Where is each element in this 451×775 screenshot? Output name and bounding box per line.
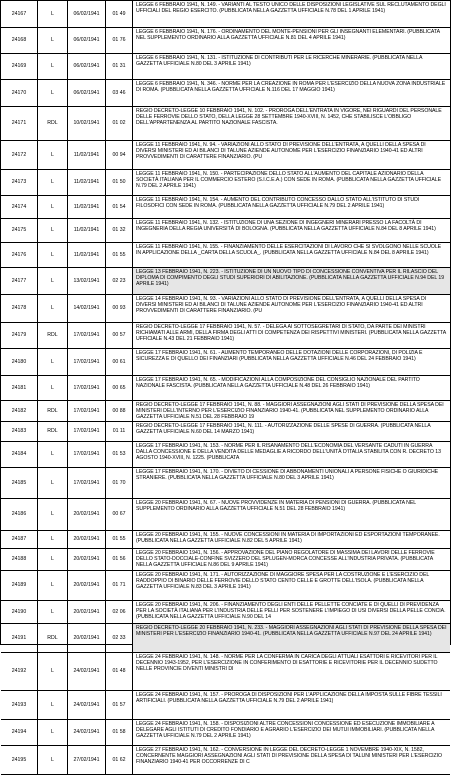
law-page: 00 94 [106,141,133,169]
law-number: 24174 [1,196,38,218]
law-number: 24184 [1,442,38,467]
law-number: 24169 [1,54,38,79]
law-description: REGIO DECRETO-LEGGE 17 FEBBRAIO 1941, N. 88. - MAGGIORI ASSEGNAZIONI AGLI STATI DI PREVISIONE DELLA SPESA DEI MINISTERI DELL'INTERNO PER L'ESERCIZIO FINANZIARIO 1940-41. (PUBBLICATA NEL SUPPLEMENTO ORDINARIO ALLA GAZZETTA UFFICIALE N.51 DEL 28 FEBBRAIO 19 [136,402,444,421]
table-row [1,601,450,624]
law-page: 00 93 [106,295,133,322]
law-number: 24191 [1,624,38,652]
table-row [1,268,450,295]
law-date: 20/02/1941 [68,531,106,548]
law-date: 06/02/1941 [68,54,106,79]
law-date: 06/02/1941 [68,1,106,27]
law-page: 01 57 [106,691,133,719]
law-number: 24185 [1,468,38,498]
law-type: RDL [38,323,68,348]
law-page: 01 71 [106,571,133,600]
table-row [1,468,450,499]
law-type: L [38,720,68,745]
law-page: 01 55 [106,531,133,548]
table-row [1,219,450,243]
law-description: LEGGE 20 FEBBRAIO 1941, N. 155. - NUOVE CONCESSIONI IN MATERIA DI IMPORTAZIONI ED ESPORTAZIONI TEMPORANEE. (PUBBLICATA NELLA GAZZETTA UFFICIALE N.82 DEL 5 APRILE 1941) [136,532,440,545]
law-description: LEGGE 20 FEBBRAIO 1941, N. 171. - AUTORIZZAZIONE DI MAGGIORE SPESA PER LA COSTRUZIONE E L'ESERCIZIO DEL RADDOPPIO DI BINARIO DELLE FERROVIE DELLO STATO CENTO CELLE E GROTTE DELL'ISOLA. (PUBBLICATA NELLA GAZZETTA UFFICIALE N.83 DEL 3 APRILE 1941) [136,572,430,591]
table-row [1,746,450,775]
table-row [1,80,450,107]
law-number: 24190 [1,601,38,623]
law-date: 24/02/1941 [68,691,106,719]
law-type: RDL [38,107,68,140]
law-page: 01 70 [106,468,133,498]
law-type: RDL [38,401,68,421]
law-number: 24188 [1,549,38,570]
law-description: LEGGE 6 FEBBRAIO 1941, N. 176. - ORDINAMENTO DEL MONTE-PENSIONI PER GLI INSEGNANTI ELEMENTARI. (PUBBLICATA NEL SUPPLEMENTO ORDINARIO ALLA GAZZETTA UFFICIALE N.81 DEL 4 APRILE 1941) [136,29,440,42]
law-description: LEGGE 20 FEBBRAIO 1941, N. 156. - APPROVAZIONE DEL PIANO REGOLATORE DI MASSIMA DEI LAVORI DELLE FERROVIE DELLO STATO-DOCCIALE-CONFINE SVIZZERO DEL SPLUGEN-MORCA CONCESSE ALL'INDUSTRIA PRIVATA. (PUBBLICATA NELLA GAZZETTA UFFICIALE N.86 DEL 9 APRILE 1941) [136,550,435,569]
law-description: LEGGE 14 FEBBRAIO 1941, N. 93. - VARIAZIONI ALLO STATO DI PREVISIONE DELL'ENTRATA, A QUELLI DELLA SPESA DI DIVERSI MINISTERI ED AI BILANCI DI TALUNE AZIENDE AUTONOME PER L'ESERCIZIO FINANZIARIO 1940-41 ED ALTRI PROVVEDIMENTI DI CARATTERE FINANZIARIO. (PU [136,296,427,315]
table-row [1,349,450,376]
law-number: 24183 [1,422,38,441]
law-number: 24194 [1,720,38,745]
law-page: 01 62 [106,746,133,774]
law-date: 20/02/1941 [68,499,106,530]
law-date: 27/02/1941 [68,746,106,774]
law-description: REGIO DECRETO-LEGGE 10 FEBBRAIO 1941, N. 102. - PROROGA DELL'ENTRATA IN VIGORE, NEI RIGUARDI DEL PERSONALE DELLE FERROVIE DELLO STATO, DELLA LEGGE 28 SETTEMBRE 1940-XVIII, N. 1452, CHE STABILISCE L'OBBLIGO DELL'APPARTENENZA AL PARTITO NAZIONALE FASCISTA. [136,108,442,127]
law-date: 20/02/1941 [68,549,106,570]
law-type: RDL [38,624,68,652]
law-page: 00 88 [106,401,133,421]
law-description: REGIO DECRETO-LEGGE 20 FEBBRAIO 1941, N. 233. - MAGGIORI ASSEGNAZIONI AGLI STATI DI PREVISIONE DELLA SPESA DEI MINISTERI PER L'ESERCIZIO FINANZIARIO 1940-41. (PUBBLICATA NELLA GAZZETTA UFFICIALE N.97 DEL 24 APRILE 1941) [133,624,450,652]
law-type: L [38,268,68,294]
law-type: L [38,170,68,195]
law-description: LEGGE 6 FEBBRAIO 1941, N. 346. - NORME PER LA CREAZIONE IN ROMA PER L'ESERCIZIO DELLA NUOVA ZONA INDUSTRIALE DI ROMA. (PUBBLICATA NELLA GAZZETTA UFFICIALE N.116 DEL 17 MAGGIO 1941) [136,81,446,94]
table-row [1,28,450,54]
law-date: 24/02/1941 [68,720,106,745]
law-type: L [38,141,68,169]
law-type: L [38,746,68,774]
law-page: 02 06 [106,601,133,623]
law-type: L [38,219,68,242]
law-number: 24186 [1,499,38,530]
law-page: 01 31 [106,54,133,79]
law-date: 17/02/1941 [68,442,106,467]
law-date: 06/02/1941 [68,28,106,53]
law-type: RDL [38,422,68,441]
law-page: 01 49 [106,1,133,27]
law-description: LEGGE 24 FEBBRAIO 1941, N. 157. - PROROGA DI DISPOSIZIONI PER L'APPLICAZIONE DELLA IMPOSTA SULLE FIBRE TESSILI ARTIFICIALI. (PUBBLICATA NELLA GAZZETTA UFFICIALE N.79 DEL 2 APRILE 1941) [136,692,442,705]
law-date: 14/02/1941 [68,295,106,322]
table-row [1,624,450,653]
law-type: L [38,549,68,570]
law-page: 01 53 [106,442,133,467]
law-type: L [38,295,68,322]
law-description: LEGGE 20 FEBBRAIO 1941, N. 67. - NUOVE PROVVIDENZE IN MATERIA DI PENSIONI DI GUERRA. (PUBBLICATA NEL SUPPLEMENTO ORDINARIO ALLA GAZZETTA UFFICIALE N.51 DEL 28 FEBBRAIO 1941) [136,500,416,513]
law-description: LEGGE 24 FEBBRAIO 1941, N. 158. - DISPOSIZIONI ALTRE CONCESSIONI CONCESSIONE ED ESECUZIONE IMMOBILIARE A DELEGARE AGLI ISTITUTI DI CREDITO FONDIARIO E AGRARIO L'ESERCIZIO DEI MUTUI IMMOBILIARI. (PUBBLICATA NELLA GAZZETTA UFFICIALE N.79 DEL 2 APRILE 1941) [136,721,435,740]
law-page: 01 32 [106,219,133,242]
table-row [1,323,450,349]
law-number: 24193 [1,691,38,719]
table-row [1,691,450,720]
law-number: 24195 [1,746,38,774]
law-date: 17/02/1941 [68,422,106,441]
law-page: 00 65 [106,376,133,400]
law-page: 01 56 [106,549,133,570]
table-row [1,376,450,401]
law-number: 24172 [1,141,38,169]
table-row [1,720,450,746]
law-type: L [38,691,68,719]
law-page: 01 50 [106,170,133,195]
law-page: 01 54 [106,196,133,218]
table-row [1,653,450,691]
law-page: 01 48 [106,653,133,690]
law-number: 24180 [1,349,38,375]
law-page: 03 46 [106,80,133,106]
table-row [1,571,450,601]
law-date: 13/02/1941 [68,268,106,294]
law-type: L [38,349,68,375]
law-date: 11/02/1941 [68,243,106,267]
law-number: 24171 [1,107,38,140]
table-row [1,531,450,549]
law-page: 00 67 [106,499,133,530]
table-row [1,499,450,531]
law-description: LEGGE 11 FEBBRAIO 1941, N. 154. - AUMENTO DEL CONTRIBUTO CONCESSO DALLO STATO ALL'ISTITUTO DI STUDI FILOSOFICI CON SEDE IN ROMA. (PUBBLICATA NELLA GAZZETTA UFFICIALE N.79 DEL 2 APRILE 1941) [136,197,420,210]
table-row [1,549,450,571]
law-description: LEGGE 20 FEBBRAIO 1941, N. 206. - FINANZIAMENTO DEGLI ENTI DELLE PELLETTE CONCIATE E DI QUELLI DI PREVIDENZA PER LA SOCIETÀ ITALIANA PER L'INDUSTRIA DELLE PELLI PER SOSTENERE L'IMPIEGO DI USI DIVERSI DELLA PELLE CONCIA. (PUBBLICATA NELLA GAZZETTA UFFICIALE N.90 DEL 14 [136,602,446,621]
law-page: 01 11 [106,422,133,441]
law-number: 24170 [1,80,38,106]
law-type: L [38,1,68,27]
law-number: 24175 [1,219,38,242]
law-number: 24181 [1,376,38,400]
table-row [1,243,450,268]
table-row [1,196,450,219]
law-number: 24173 [1,170,38,195]
law-description: LEGGE 13 FEBBRAIO 1941, N. 223. - ISTITUZIONE DI UN NUOVO TIPO DI CONCESSIONE CONVENTIVA PER IL RILASCIO DEL DIPLOMA DI COMPIMENTO DEGLI STUDI SUPERIORI DI ABILITAZIONE. (PUBBLICATA NELLA GAZZETTA UFFICIALE N.94 DEL 19 APRILE 1941) [133,268,450,294]
law-type: L [38,531,68,548]
law-type: L [38,243,68,267]
law-number: 24176 [1,243,38,267]
law-date: 17/02/1941 [68,376,106,400]
law-type: L [38,499,68,530]
table-row [1,1,450,28]
law-description: LEGGE 6 FEBBRAIO 1941, N. 131. - ISTITUZIONE DI CONTRIBUTI PER LE RICERCHE MINERARIE. (PUBBLICATA NELLA GAZZETTA UFFICIALE N.80 DEL 3 APRILE 1941) [136,55,423,68]
law-number: 24167 [1,1,38,27]
law-type: L [38,653,68,690]
law-number: 24168 [1,28,38,53]
law-page: 00 57 [106,323,133,348]
law-description: LEGGE 17 FEBBRAIO 1941, N. 153. - NORME PER IL RISANAMENTO DELL'ECONOMIA DEL VERSANTE CADUTI IN GUERRA DALLA CONCESSIONE E DELLA VENDITA DELLE MEDAGLIE A RICORDO DELL'UNITÀ D'ITALIA STABILITA CON R. DECRETO 13 AGOSTO 1940-XVIII, N. 1225. (PUBBLICATA [136,443,441,462]
law-description: LEGGE 17 FEBBRAIO 1941, N. 170. - DIVIETO DI CESSIONE DI ABBONAMENTI UNIONALI A PERSONE FISICHE O GIURIDICHE STRANIERE. (PUBBLICATA NELLA GAZZETTA UFFICIALE N.80 DEL 3 APRILE 1941) [136,469,439,482]
law-page: 01 76 [106,28,133,53]
law-number: 24179 [1,323,38,348]
law-type: L [38,80,68,106]
law-date: 17/02/1941 [68,401,106,421]
law-number: 24182 [1,401,38,421]
law-type: L [38,468,68,498]
law-page: 01 55 [106,243,133,267]
law-date: 17/02/1941 [68,323,106,348]
law-page: 02 33 [106,624,133,652]
law-number: 24189 [1,571,38,600]
law-date: 17/02/1941 [68,349,106,375]
law-description: LEGGE 17 FEBBRAIO 1941, N. 61. - AUMENTO TEMPORANEO DELLE DOTAZIONI DELLE CORPORAZIONI, DI POLIZIA E SICUREZZA E DI QUELLO DEI FINANZIARI (PUBBLICATA NELLA GAZZETTA UFFICIALE N.46 DEL 24 FEBBRAIO 1941) [136,350,423,363]
law-number: 24178 [1,295,38,322]
law-description: LEGGE 11 FEBBRAIO 1941, N. 94. - VARIAZIONI ALLO STATO DI PREVISIONE DELL'ENTRATA, A QUELLI DELLA SPESA DI DIVERSI MINISTERI ED AI BILANCI DI TALUNE AZIENDE AUTONOME PER L'ESERCIZIO FINANZIARIO 1940-41 ED ALTRI PROVVEDIMENTI DI CARATTERE FINANZIARIO. (PU [136,142,426,161]
law-type: L [38,442,68,467]
law-description: REGIO DECRETO-LEGGE 17 FEBBRAIO 1941, N. 57. - DELEGA AI SOTTOSEGRETARI DI STATO, DA PARTE DEI MINISTRI RICHIAMATI ALLE ARMI, DELLA FIRMA DEGLI ATTI DI COMPETENZA DEI RISPETTIVI MINISTERI. (PUBBLICATA NELLA GAZZETTA UFFICIALE N.43 DEL 21 FEBBRAIO 1941) [136,324,446,343]
table-row [1,401,450,422]
law-type: L [38,54,68,79]
law-description: LEGGE 11 FEBBRAIO 1941, N. 132. - ISTITUZIONE DI UNA SEZIONE DI INGEGNERI MINERARI PRESSO LA FACOLTÀ DI INGEGNERIA DELLA REGIA UNIVERSITÀ DI BOLOGNA. (PUBBLICATA NELLA GAZZETTA UFFICIALE N.84 DEL 8 APRILE 1941) [136,220,436,233]
law-number: 24177 [1,268,38,294]
law-description: LEGGE 24 FEBBRAIO 1941, N. 148. - NORME PER LA CONFERMA IN CARICA DEGLI ATTUALI ESATTORI E RICEVITORI PER IL DECENNIO 1943-1952, PER L'ESERCIZIONE IN CONFERIMENTO DI ESATTORIE E RICEVITORIE PER IL DECENNIO SUDETTO NELLE PROVINCIE DIVENTI MINISTRI DI [136,654,438,673]
table-row [1,54,450,80]
law-date: 11/02/1941 [68,141,106,169]
table-row [1,107,450,141]
law-page: 01 02 [106,107,133,140]
law-type: L [38,601,68,623]
law-description: LEGGE 27 FEBBRAIO 1941, N. 162. - CONVERSIONE IN LEGGE DEL DECRETO-LEGGE 1 NOVEMBRE 1940-XIX, N. 1582, CONCERNENTE MAGGIORI ASSEGNAZIONI AGLI STATI DI PREVISIONE DELLA SPESA DI TALUNI MINISTERI PER L'ESERCIZIO FINANZIARIO 1940-41 PER OCCORRENZE DI C [136,747,443,766]
law-page: 02 23 [106,268,133,294]
law-date: 20/02/1941 [68,601,106,623]
law-description: LEGGE 11 FEBBRAIO 1941, N. 155. - FINANZIAMENTO DELLE ESERCITAZIONI DI LAVORO CHE SI SVOLGONO NELLE SCUOLE IN APPLICAZIONE DELLA _CARTA DELLA SCUOLA_. (PUBBLICATA NELLA GAZZETTA UFFICIALE N.84 DEL 8 APRILE 1941) [136,244,442,257]
law-date: 24/02/1941 [68,653,106,690]
law-type: L [38,196,68,218]
law-description: LEGGE 6 FEBBRAIO 1941, N. 149. - VARIANTI AL TESTO UNICO DELLE DISPOSIZIONI LEGISLATIVE SUL RECLUTAMENTO DEGLI UFFICIALI DEL REGIO ESERCITO. (PUBBLICATA NELLA GAZZETTA UFFICIALE N.78 DEL 1 APRILE 1941) [136,2,446,15]
law-description: LEGGE 17 FEBBRAIO 1941, N. 65. - MODIFICAZIONI ALLA COMPOSIZIONE DEL CONSIGLIO NAZIONALE DEL PARTITO NAZIONALE FASCISTA. (PUBBLICATA NELLA GAZZETTA UFFICIALE N.48 DEL 26 FEBBRAIO 1941) [136,377,420,390]
table-row [1,170,450,196]
table-row [1,422,450,442]
table-row [1,295,450,323]
table-row [1,442,450,468]
law-date: 06/02/1941 [68,80,106,106]
law-description: REGIO DECRETO-LEGGE 17 FEBBRAIO 1941, N. 111. - AUTORIZZAZIONE DELLE SPESE DI GUERRA. (PUBBLICATA NELLA GAZZETTA UFFICIALE N.60 DEL 14 MARZO 1941) [136,423,431,436]
law-type: L [38,376,68,400]
law-type: L [38,571,68,600]
law-date: 11/02/1941 [68,170,106,195]
table-row [1,141,450,170]
law-page: 01 58 [106,720,133,745]
law-date: 11/02/1941 [68,219,106,242]
law-number: 24192 [1,653,38,690]
law-type: L [38,28,68,53]
law-date: 10/02/1941 [68,107,106,140]
law-date: 17/02/1941 [68,468,106,498]
law-description: LEGGE 11 FEBBRAIO 1941, N. 150. - PARTECIPAZIONE DELLO STATO ALL'AUMENTO DEL CAPITALE AZIONARIO DELLA SOCIETÀ ITALIANA PER IL COMMERCIO ESTERO (S.I.C.E.A.) CON SEDE IN ROMA. (PUBBLICATA NELLA GAZZETTA UFFICIALE N.79 DEL 2 APRILE 1941) [136,171,442,190]
law-date: 11/02/1941 [68,196,106,218]
law-date: 20/02/1941 [68,624,106,652]
law-page: 00 61 [106,349,133,375]
law-number: 24187 [1,531,38,548]
law-date: 20/02/1941 [68,571,106,600]
